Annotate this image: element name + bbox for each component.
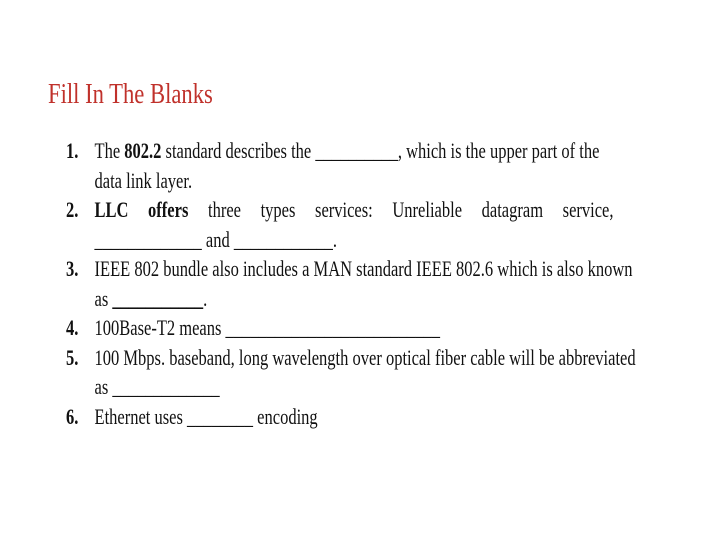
question-list <box>66 136 636 431</box>
word: Unreliable <box>392 197 463 222</box>
answer-blank[interactable]: __________________________ <box>225 315 441 340</box>
question-text-line: The 802.2 standard describes the __________, which is the upper part of the <box>94 138 600 163</box>
question-2 <box>66 195 614 254</box>
question-text-line: data link layer. <box>94 167 193 193</box>
question-text-line <box>95 195 614 225</box>
question-text-line: 100 Mbps. baseband, long wavelength over optical fiber cable will be abbreviated <box>94 344 636 370</box>
question-number: 3. <box>66 256 79 281</box>
answer-blank[interactable]: ____________ <box>233 226 333 252</box>
question-text-line: IEEE 802 bundle also includes a MAN standard IEEE 802.6 which is also known <box>94 256 633 281</box>
word: services: <box>315 197 373 222</box>
question-number: 6. <box>66 403 79 429</box>
word: three <box>207 197 241 222</box>
question-text-line: as ___________. <box>94 285 208 311</box>
slide-title: Fill In The Blanks <box>48 78 213 110</box>
question-5 <box>66 343 636 402</box>
word: service, <box>562 197 614 222</box>
question-text-line: 100Base-T2 means __________________________ <box>94 315 441 340</box>
answer-blank[interactable]: ________ <box>187 403 254 429</box>
standard-name: 802.2 <box>124 138 162 163</box>
question-6 <box>66 402 614 432</box>
question-text-line: Ethernet uses ________ encoding <box>94 403 318 429</box>
question-3 <box>66 254 633 313</box>
answer-blank[interactable]: _____________ <box>94 226 202 252</box>
answer-blank[interactable]: __________ <box>315 138 398 163</box>
word: types <box>260 197 296 222</box>
word: LLC <box>94 197 129 222</box>
answer-blank[interactable]: ___________ <box>112 285 204 311</box>
question-text-line: as _____________ <box>94 374 220 399</box>
question-number: 1. <box>66 138 79 163</box>
question-number: 4. <box>66 315 79 340</box>
question-number: 5. <box>66 344 79 370</box>
question-4 <box>66 313 614 343</box>
question-1 <box>66 136 614 195</box>
word: offers <box>148 197 189 222</box>
question-text-line: _____________ and ____________. <box>94 226 337 252</box>
word: datagram <box>481 197 544 222</box>
answer-blank[interactable]: _____________ <box>112 374 220 399</box>
question-number: 2. <box>66 197 79 222</box>
